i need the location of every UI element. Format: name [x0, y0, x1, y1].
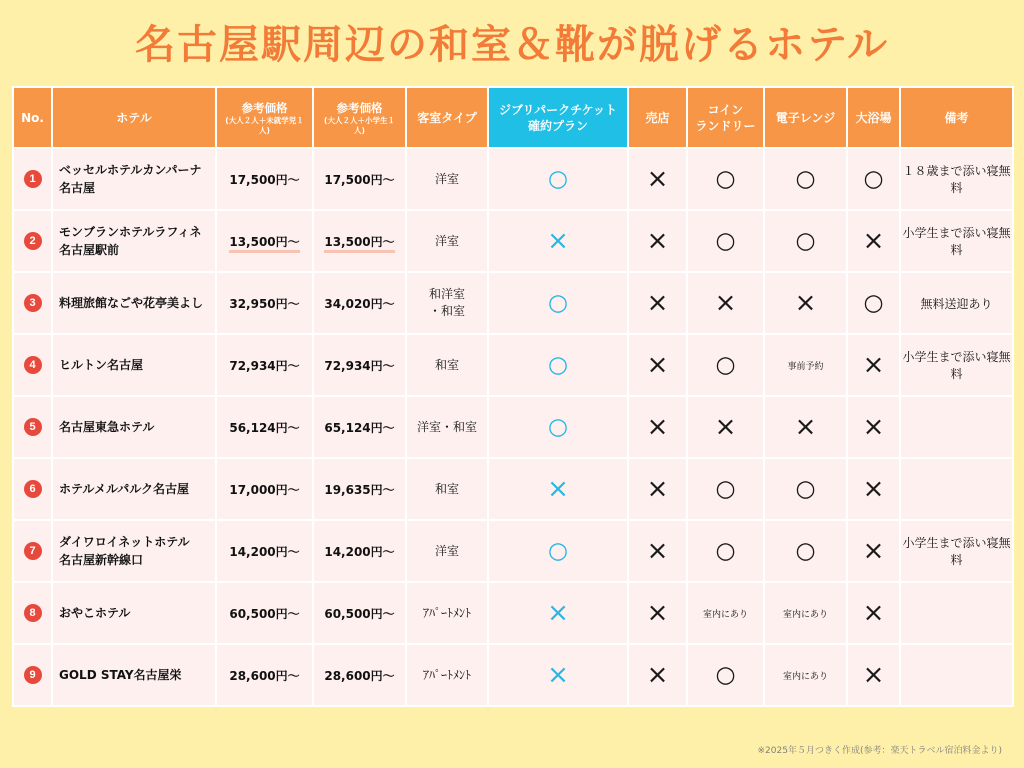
cell-no — [13, 334, 52, 396]
cell-notes — [900, 148, 1013, 210]
circle-icon: ○ — [547, 165, 569, 192]
cell-price-preschool — [216, 520, 313, 582]
cell-hotel — [52, 458, 216, 520]
cell-coin-laundry — [687, 396, 764, 458]
column-header-room-type — [406, 87, 488, 148]
cell-price-preschool — [216, 210, 313, 272]
cell-shop — [628, 148, 687, 210]
cell-no — [13, 520, 52, 582]
column-header-label: 参考価格 — [336, 100, 383, 115]
column-header-label: 参考価格 — [241, 100, 288, 115]
note-text: 小学生まで添い寝無料 — [902, 226, 1011, 257]
facility-note: 事前予約 — [787, 362, 824, 372]
cell-microwave — [764, 272, 847, 334]
column-header-large-bath — [847, 87, 900, 148]
cell-room-type — [406, 396, 488, 458]
cell-ghibli-plan — [488, 148, 628, 210]
cell-coin-laundry — [687, 582, 764, 644]
cell-microwave — [764, 334, 847, 396]
table-row — [13, 396, 1013, 458]
row-number-badge: 2 — [24, 232, 42, 250]
hotel-name: モンブランホテルラフィネ 名古屋駅前 — [59, 225, 202, 257]
cell-large-bath — [847, 148, 900, 210]
price-value: 14,200円〜 — [229, 544, 300, 559]
hotel-name: ダイワロイネットホテル 名古屋新幹線口 — [59, 535, 190, 567]
cross-icon: × — [646, 660, 669, 690]
circle-icon: ○ — [795, 227, 816, 254]
price-value: 72,934円〜 — [229, 358, 300, 373]
price-value: 34,020円〜 — [324, 296, 395, 311]
column-header-hotel — [52, 87, 216, 148]
room-type-value: 和室 — [434, 357, 459, 372]
cell-no — [13, 644, 52, 706]
facility-note: 室内にあり — [702, 610, 748, 620]
cell-no — [13, 582, 52, 644]
cell-coin-laundry — [687, 644, 764, 706]
cell-large-bath — [847, 644, 900, 706]
cross-icon: × — [547, 474, 569, 504]
cell-notes — [900, 458, 1013, 520]
column-header-label: 備考 — [944, 110, 969, 125]
cell-price-preschool — [216, 396, 313, 458]
cross-icon: × — [714, 412, 737, 442]
cross-icon: × — [646, 412, 669, 442]
cross-icon: × — [646, 226, 669, 256]
price-value: 28,600円〜 — [324, 668, 395, 683]
cell-large-bath — [847, 582, 900, 644]
cell-coin-laundry — [687, 272, 764, 334]
cell-coin-laundry — [687, 334, 764, 396]
cell-microwave — [764, 644, 847, 706]
room-type-value: 洋室 — [434, 171, 459, 186]
hotel-name: 名古屋東急ホテル — [59, 420, 155, 434]
cell-hotel — [52, 582, 216, 644]
circle-icon: ○ — [547, 413, 569, 440]
column-header-ghibli-plan — [488, 87, 628, 148]
room-type-value: 和洋室 ・和室 — [428, 287, 465, 318]
circle-icon: ○ — [715, 165, 736, 192]
cell-microwave — [764, 148, 847, 210]
price-value: 32,950円〜 — [229, 296, 300, 311]
cell-ghibli-plan — [488, 210, 628, 272]
table-row — [13, 520, 1013, 582]
row-number-badge: 4 — [24, 356, 42, 374]
cell-large-bath — [847, 458, 900, 520]
price-value: 19,635円〜 — [324, 482, 395, 497]
circle-icon: ○ — [547, 537, 569, 564]
note-text: 小学生まで添い寝無料 — [902, 350, 1011, 381]
cell-hotel — [52, 520, 216, 582]
circle-icon: ○ — [715, 537, 736, 564]
cell-no — [13, 458, 52, 520]
page-title: 名古屋駅周辺の和室＆靴が脱げるホテル — [135, 22, 889, 68]
cell-ghibli-plan — [488, 520, 628, 582]
circle-icon: ○ — [795, 475, 816, 502]
row-number-badge: 5 — [24, 418, 42, 436]
column-header-label: 客室タイプ — [417, 110, 477, 125]
cell-ghibli-plan — [488, 582, 628, 644]
cross-icon: × — [862, 412, 885, 442]
cell-coin-laundry — [687, 520, 764, 582]
cell-no — [13, 272, 52, 334]
cell-price-preschool — [216, 582, 313, 644]
cell-room-type — [406, 210, 488, 272]
cell-no — [13, 396, 52, 458]
price-value: 17,500円〜 — [324, 172, 395, 187]
cell-microwave — [764, 210, 847, 272]
row-number-badge: 6 — [24, 480, 42, 498]
cell-ghibli-plan — [488, 334, 628, 396]
cell-room-type — [406, 582, 488, 644]
hotel-name: おやこホテル — [59, 606, 131, 620]
circle-icon: ○ — [715, 227, 736, 254]
cell-hotel — [52, 210, 216, 272]
table-row — [13, 272, 1013, 334]
cell-shop — [628, 582, 687, 644]
price-value: 56,124円〜 — [229, 420, 300, 435]
circle-icon: ○ — [863, 165, 884, 192]
facility-note: 室内にあり — [782, 672, 828, 682]
cell-notes — [900, 334, 1013, 396]
cell-microwave — [764, 458, 847, 520]
cell-shop — [628, 272, 687, 334]
circle-icon: ○ — [795, 165, 816, 192]
column-header-coin-laundry — [687, 87, 764, 148]
cell-room-type — [406, 334, 488, 396]
column-header-sublabel: (大人２人＋未就学児１人) — [225, 115, 304, 135]
note-text: 無料送迎あり — [920, 296, 993, 311]
room-type-value: 洋室・和室 — [416, 419, 477, 434]
circle-icon: ○ — [795, 537, 816, 564]
table-body — [13, 148, 1013, 706]
row-number-badge: 8 — [24, 604, 42, 622]
cross-icon: × — [646, 474, 669, 504]
cell-hotel — [52, 644, 216, 706]
note-text: １８歳まで添い寝無料 — [902, 164, 1011, 195]
price-value: 28,600円〜 — [229, 668, 300, 683]
price-value: 17,000円〜 — [229, 482, 300, 497]
column-header-price-preschool — [216, 87, 313, 148]
cell-large-bath — [847, 210, 900, 272]
column-header-no — [13, 87, 52, 148]
price-value: 60,500円〜 — [324, 606, 395, 621]
room-type-value: 洋室 — [434, 233, 459, 248]
circle-icon: ○ — [715, 661, 736, 688]
cross-icon: × — [547, 660, 569, 690]
cell-room-type — [406, 272, 488, 334]
cell-shop — [628, 644, 687, 706]
cross-icon: × — [862, 660, 885, 690]
cell-no — [13, 148, 52, 210]
cell-price-elementary — [313, 210, 406, 272]
cell-large-bath — [847, 334, 900, 396]
cross-icon: × — [714, 288, 737, 318]
room-type-value: ｱﾊﾟｰﾄﾒﾝﾄ — [422, 667, 471, 682]
price-value: 65,124円〜 — [324, 420, 395, 435]
cross-icon: × — [646, 598, 669, 628]
hotel-name: GOLD STAY名古屋栄 — [59, 668, 182, 682]
cell-ghibli-plan — [488, 644, 628, 706]
cell-price-preschool — [216, 272, 313, 334]
table-row — [13, 334, 1013, 396]
cell-hotel — [52, 396, 216, 458]
hotel-name: ホテルメルパルク名古屋 — [59, 482, 189, 496]
cell-microwave — [764, 582, 847, 644]
cell-notes — [900, 582, 1013, 644]
hotel-name: 料理旅館なごや花亭美よし — [59, 296, 204, 310]
circle-icon: ○ — [547, 351, 569, 378]
cell-room-type — [406, 644, 488, 706]
source-footnote: ※2025年５月つきく作成(参考：楽天トラベル宿泊料金より) — [757, 746, 1002, 756]
cell-notes — [900, 520, 1013, 582]
cell-shop — [628, 520, 687, 582]
column-header-label: 売店 — [645, 110, 670, 125]
cross-icon: × — [646, 288, 669, 318]
cell-price-elementary — [313, 458, 406, 520]
column-header-label: ホテル — [116, 110, 152, 125]
circle-icon: ○ — [863, 289, 884, 316]
hotel-name: ベッセルホテルカンパーナ 名古屋 — [59, 163, 202, 195]
cell-room-type — [406, 458, 488, 520]
note-text: 小学生まで添い寝無料 — [902, 536, 1011, 567]
cell-notes — [900, 272, 1013, 334]
price-value: 13,500円〜 — [229, 235, 299, 253]
cell-shop — [628, 458, 687, 520]
cell-price-preschool — [216, 458, 313, 520]
cell-hotel — [52, 148, 216, 210]
table-row — [13, 148, 1013, 210]
cross-icon: × — [646, 536, 669, 566]
cell-price-elementary — [313, 148, 406, 210]
cell-notes — [900, 210, 1013, 272]
price-value: 13,500円〜 — [324, 235, 394, 253]
table-row — [13, 582, 1013, 644]
cell-coin-laundry — [687, 458, 764, 520]
cell-price-preschool — [216, 644, 313, 706]
column-header-notes — [900, 87, 1013, 148]
cell-price-elementary — [313, 334, 406, 396]
cell-microwave — [764, 396, 847, 458]
cross-icon: × — [862, 536, 885, 566]
column-header-sublabel: (大人２人＋小学生１人) — [324, 115, 395, 135]
facility-note: 室内にあり — [782, 610, 828, 620]
row-number-badge: 1 — [24, 170, 42, 188]
cell-shop — [628, 334, 687, 396]
price-value: 72,934円〜 — [324, 358, 395, 373]
cell-ghibli-plan — [488, 458, 628, 520]
cell-large-bath — [847, 272, 900, 334]
cross-icon: × — [547, 598, 569, 628]
circle-icon: ○ — [547, 289, 569, 316]
cell-notes — [900, 644, 1013, 706]
room-type-value: 和室 — [434, 481, 459, 496]
cell-no — [13, 210, 52, 272]
column-header-microwave — [764, 87, 847, 148]
room-type-value: 洋室 — [434, 543, 459, 558]
header-row — [13, 87, 1013, 148]
price-value: 17,500円〜 — [229, 172, 300, 187]
column-header-label: コイン ランドリー — [695, 102, 756, 133]
cell-price-elementary — [313, 396, 406, 458]
cell-notes — [900, 396, 1013, 458]
table-row — [13, 458, 1013, 520]
column-header-label: 大浴場 — [855, 110, 892, 125]
cross-icon: × — [794, 412, 817, 442]
row-number-badge: 3 — [24, 294, 42, 312]
cross-icon: × — [862, 350, 885, 380]
cell-large-bath — [847, 396, 900, 458]
row-number-badge: 7 — [24, 542, 42, 560]
column-header-label: No. — [21, 110, 44, 125]
cell-large-bath — [847, 520, 900, 582]
hotel-comparison-table — [12, 86, 1014, 707]
cross-icon: × — [646, 350, 669, 380]
cross-icon: × — [794, 288, 817, 318]
cell-ghibli-plan — [488, 272, 628, 334]
cell-price-elementary — [313, 520, 406, 582]
row-number-badge: 9 — [24, 666, 42, 684]
column-header-price-elementary — [313, 87, 406, 148]
cross-icon: × — [547, 226, 569, 256]
cross-icon: × — [862, 474, 885, 504]
cell-price-elementary — [313, 582, 406, 644]
cell-price-elementary — [313, 644, 406, 706]
table-row — [13, 644, 1013, 706]
cell-price-elementary — [313, 272, 406, 334]
column-header-label: 電子レンジ — [775, 110, 836, 125]
cell-room-type — [406, 520, 488, 582]
table-header — [13, 87, 1013, 148]
circle-icon: ○ — [715, 351, 736, 378]
cross-icon: × — [862, 226, 885, 256]
cell-room-type — [406, 148, 488, 210]
cell-ghibli-plan — [488, 396, 628, 458]
cell-price-preschool — [216, 334, 313, 396]
cell-shop — [628, 396, 687, 458]
cross-icon: × — [646, 164, 669, 194]
hotel-name: ヒルトン名古屋 — [59, 358, 144, 372]
table-row — [13, 210, 1013, 272]
cell-hotel — [52, 334, 216, 396]
price-value: 60,500円〜 — [229, 606, 300, 621]
column-header-shop — [628, 87, 687, 148]
cell-coin-laundry — [687, 148, 764, 210]
cell-shop — [628, 210, 687, 272]
cell-price-preschool — [216, 148, 313, 210]
cell-coin-laundry — [687, 210, 764, 272]
cell-hotel — [52, 272, 216, 334]
cross-icon: × — [862, 598, 885, 628]
cell-microwave — [764, 520, 847, 582]
column-header-label: ジブリパークチケット 確約プラン — [498, 102, 618, 133]
price-value: 14,200円〜 — [324, 544, 395, 559]
circle-icon: ○ — [715, 475, 736, 502]
room-type-value: ｱﾊﾟｰﾄﾒﾝﾄ — [422, 605, 471, 620]
